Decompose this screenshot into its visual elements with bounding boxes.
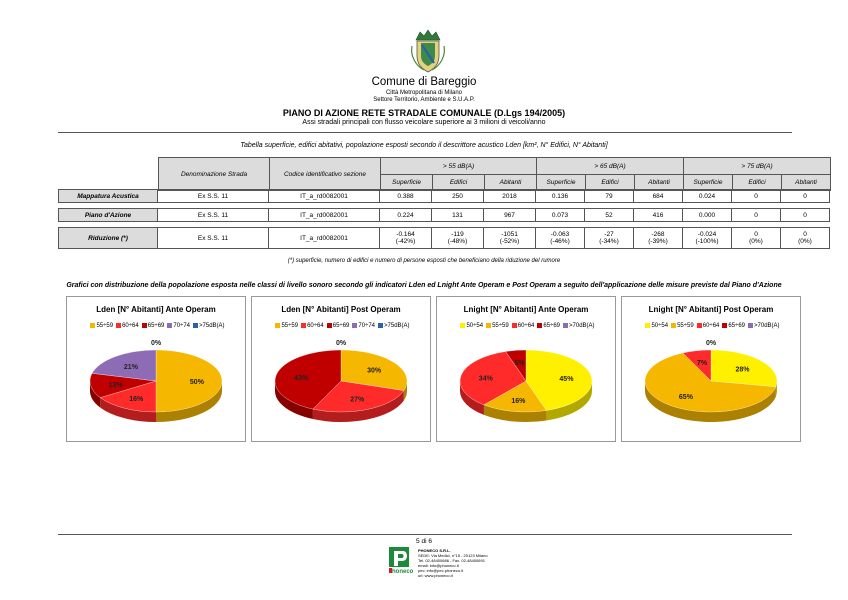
coat-of-arms-icon xyxy=(408,26,448,74)
subheader-edifici: Edifici xyxy=(733,175,782,191)
table-caption xyxy=(0,142,848,149)
pie-label: 50% xyxy=(189,379,204,386)
table-cell xyxy=(634,228,683,249)
table-cell: 131 xyxy=(432,209,484,222)
table-cell: 0 xyxy=(781,190,830,203)
legend-swatch xyxy=(116,323,121,328)
legend-label: 70÷74 xyxy=(173,323,191,330)
firm-info xyxy=(418,548,488,578)
cell-percent: (-100%) xyxy=(695,238,719,245)
pie-label: 7% xyxy=(697,360,708,368)
table-row-riduzione xyxy=(58,227,830,249)
subheader-superficie: Superficie xyxy=(537,175,586,191)
legend-swatch xyxy=(537,323,542,328)
legend-swatch xyxy=(327,323,332,328)
cell-value: -0.024 xyxy=(697,231,717,238)
chart-legend xyxy=(437,323,615,329)
cell-percent: (0%) xyxy=(798,238,812,245)
cell-value: 0 xyxy=(754,231,758,238)
table-cell: 416 xyxy=(634,209,683,222)
pie-label: 45% xyxy=(559,375,574,383)
cell-percent: (0%) xyxy=(749,238,763,245)
legend-label: 65÷69 xyxy=(543,323,561,330)
pie-chart-lnight-post xyxy=(621,296,801,442)
subheader-abitanti: Abitanti xyxy=(782,175,831,191)
pie-label: 0% xyxy=(150,340,162,347)
legend-swatch xyxy=(378,323,383,328)
group-header-55: > 55 dB(A) xyxy=(381,158,537,175)
pie-svg xyxy=(252,335,430,439)
legend-swatch xyxy=(671,323,676,328)
table-cell: IT_a_rd0082001 xyxy=(269,209,380,222)
firm-line: url: www.phoneco.it xyxy=(418,573,453,578)
legend-swatch xyxy=(275,323,280,328)
cell-percent: (-52%) xyxy=(499,238,520,245)
subheader-edifici: Edifici xyxy=(586,175,635,191)
pie-svg xyxy=(67,335,245,439)
pie-label: 30% xyxy=(367,367,382,375)
table-cell: 0.388 xyxy=(380,190,432,203)
col-header-codice: Codice identificativo sezione xyxy=(270,158,381,191)
cell-value: 0 xyxy=(803,231,807,238)
cell-percent: (-42%) xyxy=(395,238,416,245)
pie-label: 21% xyxy=(123,363,138,371)
table-cell xyxy=(432,228,484,249)
table-cell xyxy=(380,228,432,249)
table-cell: 0.000 xyxy=(683,209,732,222)
firm-line: email: info@phoneco.it xyxy=(418,563,459,568)
table-cell xyxy=(732,228,781,249)
page-number: 5 di 6 xyxy=(416,538,432,545)
table-cell: 0.224 xyxy=(380,209,432,222)
table-cell xyxy=(585,228,634,249)
pie-label: 0% xyxy=(705,340,717,347)
row-label: Piano d'Azione xyxy=(59,209,158,222)
cell-percent: (-48%) xyxy=(447,238,468,245)
table-cell: 684 xyxy=(634,190,683,203)
cell-value: -119 xyxy=(451,231,464,238)
legend-label: >75dB(A) xyxy=(199,323,225,330)
legend-label: 60÷64 xyxy=(307,323,324,330)
comune-department: Settore Territorio, Ambiente e S.U.A.P. xyxy=(373,97,475,103)
legend-label: 65÷69 xyxy=(332,323,350,330)
table-cell: 0 xyxy=(781,209,830,222)
cell-value: -0.164 xyxy=(396,231,415,238)
legend-label: >70dB(A) xyxy=(754,323,780,330)
document-subtitle: Assi stradali principali con flusso veicolare superiore ai 3 milioni di veicoli/anno xyxy=(302,119,546,126)
row-label: Mappatura Acustica xyxy=(59,190,158,203)
table-cell: Ex S.S. 11 xyxy=(158,190,269,203)
table-cell: 2018 xyxy=(484,190,536,203)
row-label: Riduzione (*) xyxy=(59,228,158,249)
pie-label: 65% xyxy=(678,394,693,402)
pie-label: 27% xyxy=(350,396,365,404)
pie-label: 34% xyxy=(478,375,493,383)
pie-chart-lnight-ante xyxy=(436,296,616,442)
cell-percent: (-34%) xyxy=(599,238,619,245)
cell-value: -1051 xyxy=(501,231,518,238)
legend-label: 65÷69 xyxy=(147,323,165,330)
table-cell: 0.024 xyxy=(683,190,732,203)
legend-swatch xyxy=(697,323,702,328)
group-header-75: > 75 dB(A) xyxy=(684,158,831,175)
comune-subtitle: Città Metropolitana di Milano xyxy=(385,90,463,96)
pie-chart-lden-ante xyxy=(66,296,246,442)
legend-label: 60÷64 xyxy=(702,323,720,330)
legend-swatch xyxy=(748,323,753,328)
table-footnote: (*) superficie, numero di edifici e numero di persone esposti che beneficiano della riduzione del rumore xyxy=(287,258,561,264)
footer-divider xyxy=(58,534,792,535)
legend-label: 60÷64 xyxy=(517,323,535,330)
table-cell xyxy=(484,228,536,249)
pie-label: 16% xyxy=(129,395,144,403)
legend-label: 55÷59 xyxy=(281,323,299,330)
cell-percent: (-46%) xyxy=(550,238,570,245)
chart-legend xyxy=(67,323,245,329)
chart-title: Lnight [N° Abitanti] Ante Operam xyxy=(463,305,589,314)
subheader-superficie: Superficie xyxy=(381,175,433,191)
table-cell: 52 xyxy=(585,209,634,222)
legend-swatch xyxy=(563,323,568,328)
legend-label: 55÷59 xyxy=(96,323,114,330)
document-title: PIANO DI AZIONE RETE STRADALE COMUNALE (D.Lgs 194/2005) xyxy=(282,108,566,118)
subheader-abitanti: Abitanti xyxy=(485,175,537,191)
legend-swatch xyxy=(193,323,198,328)
pie-label: 28% xyxy=(735,366,750,374)
col-header-denominazione: Denominazione Strada xyxy=(159,158,270,191)
firm-name: PHONECO S.R.L. xyxy=(418,548,451,553)
legend-swatch xyxy=(722,323,727,328)
legend-swatch xyxy=(301,323,306,328)
comune-name: Comune di Bareggio xyxy=(371,76,477,88)
chart-title: Lnight [N° Abitanti] Post Operam xyxy=(648,305,774,314)
legend-label: 50÷54 xyxy=(651,323,669,330)
legend-swatch xyxy=(645,323,650,328)
table-cell xyxy=(536,228,585,249)
table-cell: 0 xyxy=(732,190,781,203)
legend-label: >75dB(A) xyxy=(384,323,410,330)
table-cell xyxy=(781,228,830,249)
firm-line: pec: info@pec.phoneco.it xyxy=(418,568,464,573)
legend-swatch xyxy=(90,323,95,328)
cell-value: -0.063 xyxy=(550,231,570,238)
pie-svg xyxy=(622,335,800,439)
table-cell: IT_a_rd0082001 xyxy=(269,228,380,249)
subheader-superficie: Superficie xyxy=(684,175,733,191)
table-cell: IT_a_rd0082001 xyxy=(269,190,380,203)
legend-swatch xyxy=(142,323,147,328)
legend-label: 65÷69 xyxy=(728,323,746,330)
table-cell: 0.136 xyxy=(536,190,585,203)
table-cell: 0 xyxy=(732,209,781,222)
table-caption-text: Tabella superficie, edifici abitativi, popolazione esposti secondo il descrittore acustico Lden [km², N° Edifici, N° Abitanti] xyxy=(240,142,608,149)
table-cell xyxy=(683,228,732,249)
chart-title: Lden [N° Abitanti] Ante Operam xyxy=(96,305,216,314)
firm-line: SEDE: Via Medici, n°15 - 20123 Milano xyxy=(418,553,488,558)
chart-legend xyxy=(252,323,430,329)
group-header-65: > 65 dB(A) xyxy=(537,158,684,175)
pie-label: 0% xyxy=(335,340,347,347)
legend-label: 55÷59 xyxy=(492,323,509,330)
cell-percent: (-39%) xyxy=(648,238,668,245)
pie-label: 13% xyxy=(108,382,123,390)
legend-label: 60÷64 xyxy=(122,323,139,330)
legend-label: 55÷59 xyxy=(677,323,694,330)
table-cell: 0.073 xyxy=(536,209,585,222)
pie-label: 5% xyxy=(514,360,525,368)
table-row-piano xyxy=(58,208,830,222)
exposure-header-table xyxy=(158,157,831,191)
table-cell: Ex S.S. 11 xyxy=(158,228,269,249)
legend-swatch xyxy=(486,323,491,328)
cell-value: -268 xyxy=(651,231,665,238)
subheader-abitanti: Abitanti xyxy=(635,175,684,191)
legend-swatch xyxy=(167,323,172,328)
table-cell: Ex S.S. 11 xyxy=(158,209,269,222)
legend-swatch xyxy=(460,323,465,328)
pie-label: 16% xyxy=(511,397,526,405)
table-row-mappatura xyxy=(58,189,830,203)
legend-label: 50÷54 xyxy=(466,323,484,330)
pie-svg xyxy=(437,335,615,439)
legend-label: 70÷74 xyxy=(358,323,376,330)
cell-value: -27 xyxy=(604,231,614,238)
firm-line: Tel. 02-48400686 - Fax. 02-48400691 xyxy=(418,558,485,563)
subheader-edifici: Edifici xyxy=(433,175,485,191)
table-cell: 79 xyxy=(585,190,634,203)
header-divider xyxy=(58,132,792,133)
table-cell: 250 xyxy=(432,190,484,203)
legend-swatch xyxy=(352,323,357,328)
legend-swatch xyxy=(512,323,517,328)
phoneco-logo-text: honeco xyxy=(392,569,414,575)
charts-caption: Grafici con distribuzione della popolazione esposta nelle classi di livello sonoro secondo gli indicatori Lden ed Lnight Ante Operam e Post Operam a seguito dell'applicazione delle misure previste dal Piano d'Azione xyxy=(66,282,782,289)
chart-title: Lden [N° Abitanti] Post Operam xyxy=(281,305,401,314)
pie-label: 43% xyxy=(294,374,309,382)
table-cell: 967 xyxy=(484,209,536,222)
pie-chart-lden-post xyxy=(251,296,431,442)
legend-label: >70dB(A) xyxy=(569,323,595,330)
chart-legend xyxy=(622,323,800,329)
